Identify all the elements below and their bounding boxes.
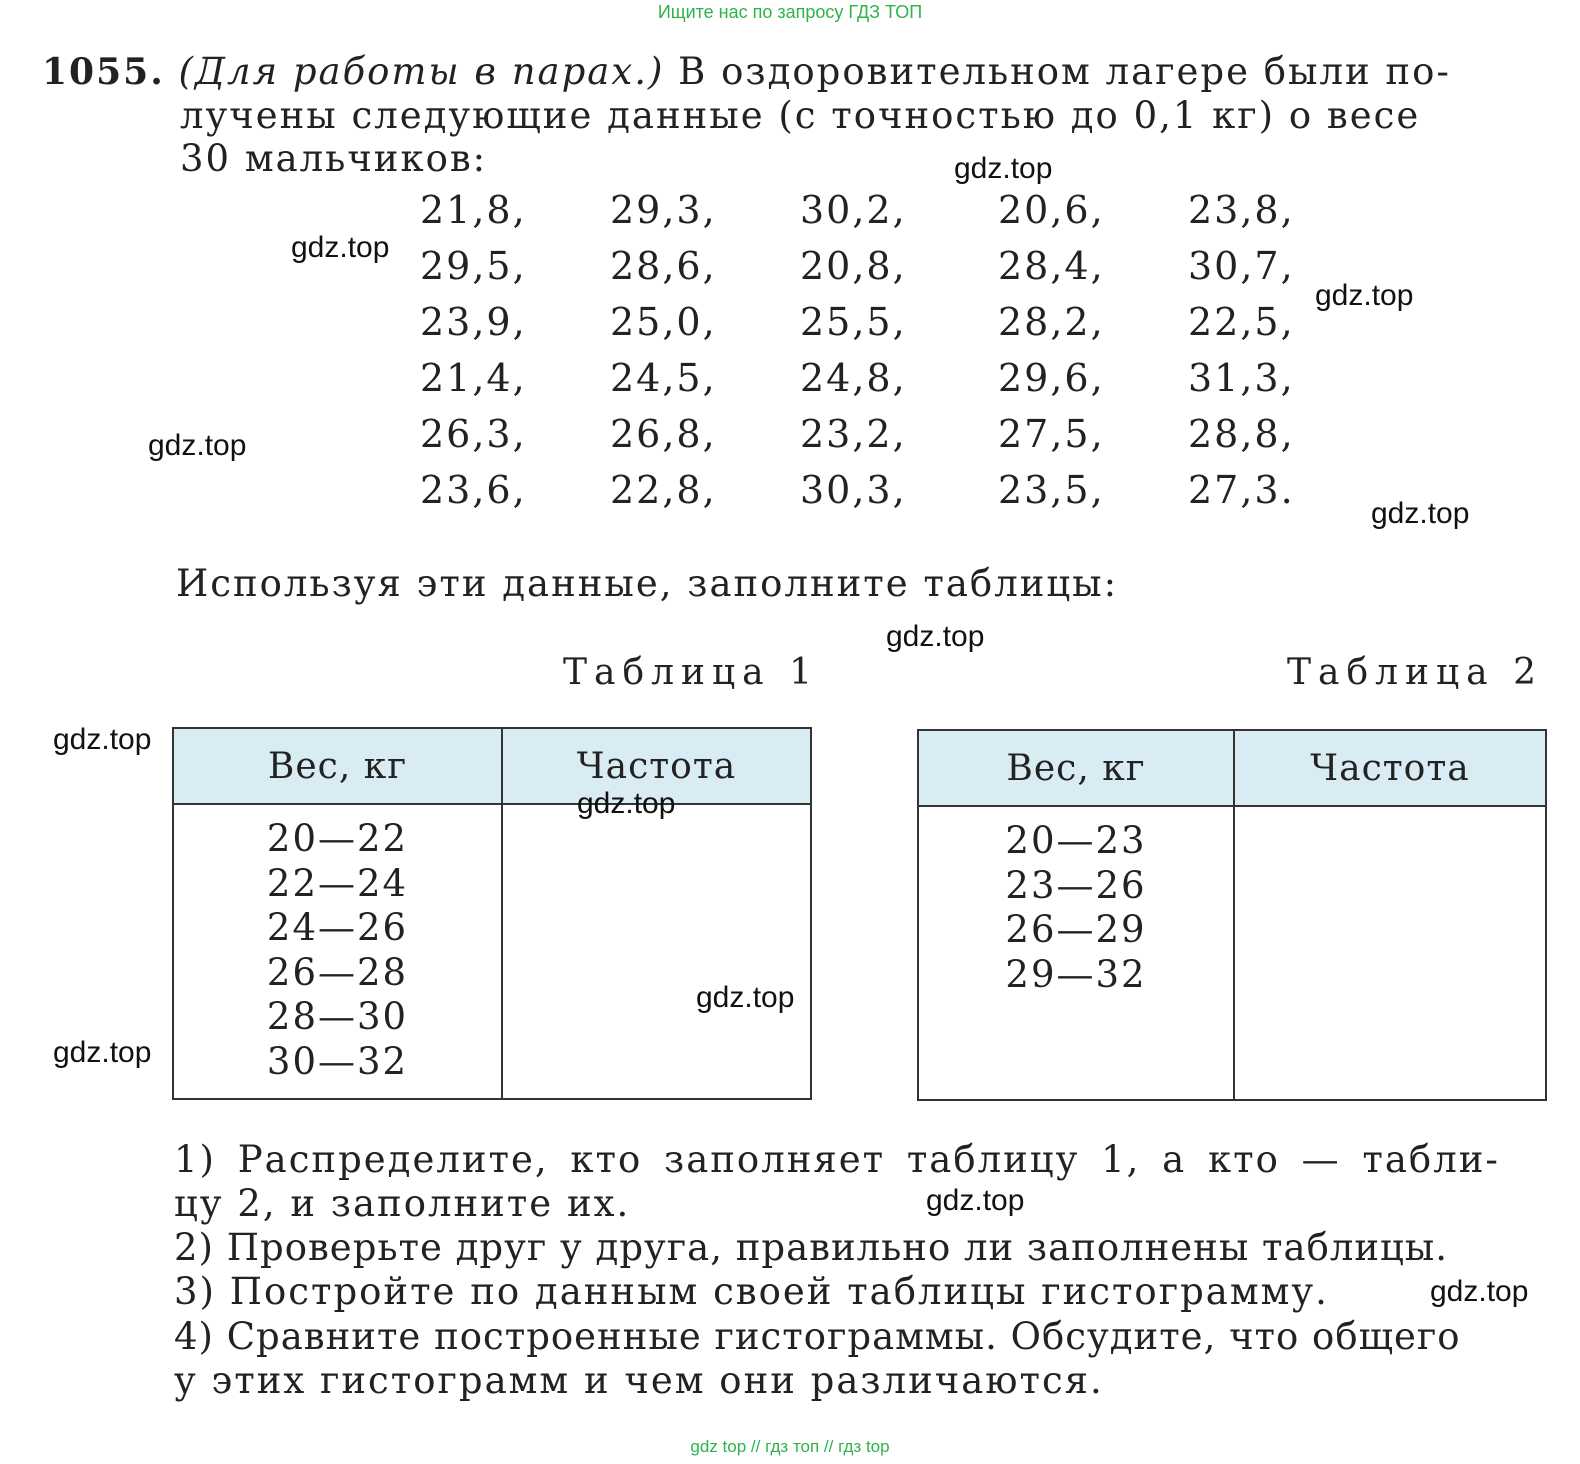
weight-range: 29—32 [1005,952,1147,996]
problem-line-2: лучены следующие данные (с точностью до 0,1 кг) о весе [180,94,1421,137]
task-1-line-1: 1) Распределите, кто заполняет таблицу 1, а кто — табли- [174,1138,1500,1181]
footer-links[interactable]: gdz top // гдз топ // гдз top [690,1437,890,1456]
watermark: gdz.top [148,429,247,462]
data-value: 29,3, [610,188,717,232]
table2-caption: Таблица 2 [1287,652,1543,693]
watermark: gdz.top [1315,279,1414,312]
data-value: 22,5, [1188,300,1295,344]
data-value: 28,8, [1188,412,1295,456]
data-value: 31,3, [1188,356,1295,400]
data-value: 28,2, [998,300,1105,344]
task-1-line-2: цу 2, и заполните их. [174,1182,631,1225]
table-1 [172,727,812,1100]
data-value: 30,7, [1188,244,1295,288]
table2-frequency-cell[interactable] [1234,806,1546,1100]
data-value: 25,0, [610,300,717,344]
data-value: 23,5, [998,468,1105,512]
data-value: 30,2, [800,188,907,232]
table-2 [917,729,1547,1101]
data-value: 29,6, [998,356,1105,400]
table1-weight-header: Вес, кг [173,728,502,804]
watermark: gdz.top [926,1184,1025,1217]
watermark: gdz.top [577,787,676,820]
watermark: gdz.top [886,620,985,653]
watermark: gdz.top [53,723,152,756]
weight-range: 24—26 [266,906,409,949]
watermark: gdz.top [1371,497,1470,530]
instruction-text: Используя эти данные, заполните таблицы: [176,562,1119,605]
task-2: 2) Проверьте друг у друга, правильно ли заполнены таблицы. [174,1226,1449,1269]
data-value: 24,8, [800,356,907,400]
data-value: 22,8, [610,468,717,512]
table1-frequency-header: Частота [502,728,811,804]
weights-data-grid [420,188,1378,512]
data-value: 21,4, [420,356,527,400]
problem-line-3: 30 мальчиков: [180,137,488,180]
data-value: 26,3, [420,412,527,456]
table1-ranges-cell [173,804,502,1099]
data-value: 23,6, [420,468,527,512]
watermark: gdz.top [954,152,1053,185]
problem-number: 1055. [42,51,165,93]
weight-range: 23—26 [1005,863,1147,907]
data-value: 25,5, [800,300,907,344]
data-value: 26,8, [610,412,717,456]
table2-frequency-header: Частота [1234,730,1546,806]
watermark: gdz.top [291,231,390,264]
data-value: 28,6, [610,244,717,288]
weight-range: 20—22 [266,817,409,860]
data-value: 30,3, [800,468,907,512]
data-value: 23,9, [420,300,527,344]
watermark: gdz.top [696,981,795,1014]
weight-range: 26—29 [1005,908,1147,951]
data-value: 29,5, [420,244,527,288]
problem-line-1 [42,50,1451,94]
watermark: gdz.top [53,1036,152,1069]
table1-frequency-cell[interactable] [502,804,811,1099]
weight-range: 22—24 [266,861,409,905]
problem-intro: В оздоровительном лагере были по- [664,50,1451,93]
data-value: 23,8, [1188,188,1295,232]
weight-range: 20—23 [1005,819,1147,862]
data-value: 24,5, [610,356,717,400]
data-value: 27,5, [998,412,1105,456]
table2-weight-header: Вес, кг [918,730,1234,806]
table1-caption: Таблица 1 [563,652,819,693]
search-banner[interactable]: Ищите нас по запросу ГДЗ ТОП [657,2,923,22]
weight-range: 28—30 [266,995,409,1038]
weight-range: 30—32 [266,1039,409,1083]
task-3: 3) Постройте по данным своей таблицы гистограмму. [174,1270,1329,1313]
data-value: 21,8, [420,188,527,232]
weight-range: 26—28 [266,950,409,994]
table2-ranges-cell [918,806,1234,1100]
watermark: gdz.top [1430,1275,1529,1308]
data-value: 27,3. [1188,468,1295,512]
problem-note: (Для работы в парах.) [178,50,665,93]
task-4-line-2: у этих гистограмм и чем они различаются. [174,1359,1104,1402]
data-value: 20,8, [800,244,907,288]
data-value: 20,6, [998,188,1105,232]
data-value: 28,4, [998,244,1105,288]
task-4-line-1: 4) Сравните построенные гистограммы. Обсудите, что общего [174,1315,1461,1358]
data-value: 23,2, [800,412,907,456]
